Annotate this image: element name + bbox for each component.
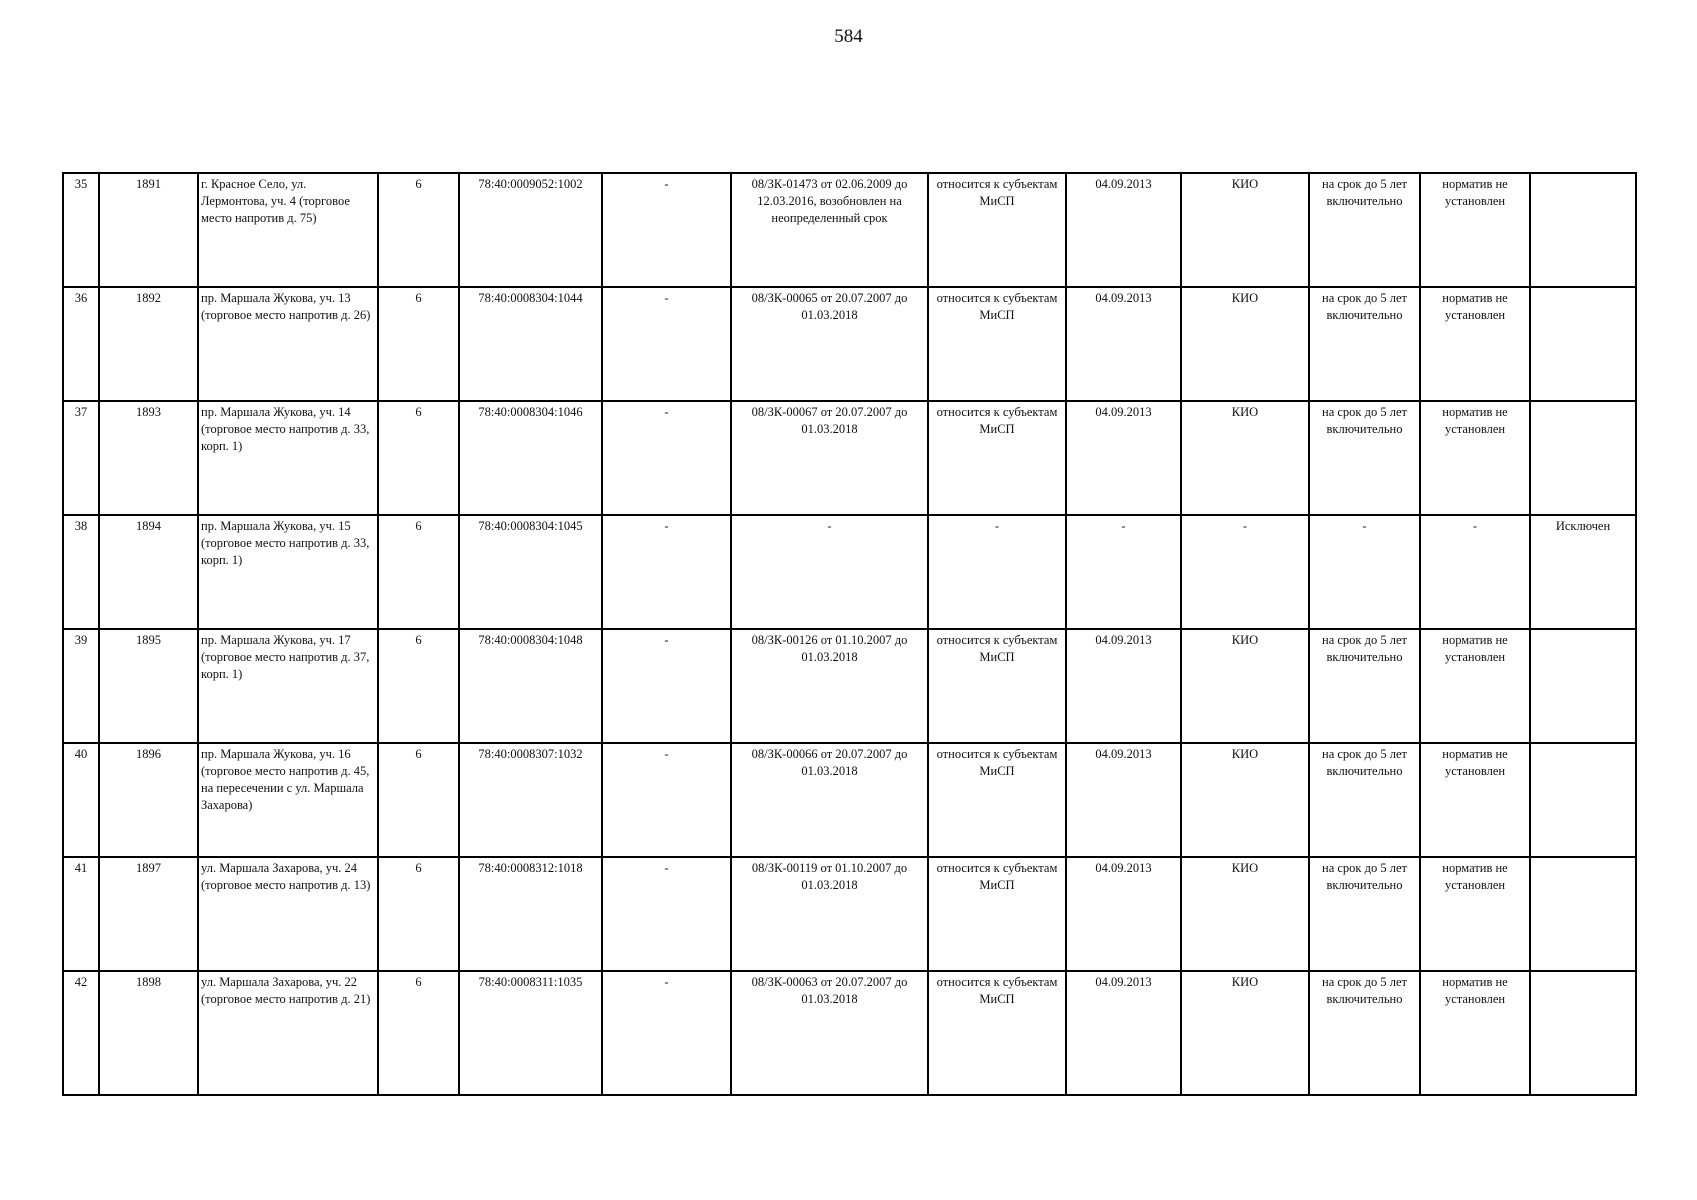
date-cell: 04.09.2013: [1066, 857, 1181, 971]
contract-cell: -: [731, 515, 928, 629]
msp-cell: относится к субъектам МиСП: [928, 971, 1066, 1095]
row-number: 42: [63, 971, 99, 1095]
row-number: 39: [63, 629, 99, 743]
address-cell: пр. Маршала Жукова, уч. 17 (торговое место напротив д. 37, корп. 1): [198, 629, 378, 743]
table-row: [63, 629, 1636, 743]
row-number: 36: [63, 287, 99, 401]
object-id: 1895: [99, 629, 198, 743]
term-cell: на срок до 5 лет включительно: [1309, 857, 1420, 971]
note-cell: [1530, 743, 1636, 857]
organization-cell: -: [1181, 515, 1309, 629]
address-cell: г. Красное Село, ул. Лермонтова, уч. 4 (торговое место напротив д. 75): [198, 173, 378, 287]
date-cell: 04.09.2013: [1066, 287, 1181, 401]
table-row: [63, 743, 1636, 857]
date-cell: 04.09.2013: [1066, 629, 1181, 743]
dash-cell: -: [602, 401, 731, 515]
norm-cell: норматив не установлен: [1420, 173, 1530, 287]
norm-cell: норматив не установлен: [1420, 401, 1530, 515]
table-row: [63, 857, 1636, 971]
cadastral-number: 78:40:0009052:1002: [459, 173, 602, 287]
area-cell: 6: [378, 743, 459, 857]
dash-cell: -: [602, 287, 731, 401]
norm-cell: норматив не установлен: [1420, 287, 1530, 401]
norm-cell: норматив не установлен: [1420, 629, 1530, 743]
cadastral-number: 78:40:0008304:1048: [459, 629, 602, 743]
date-cell: 04.09.2013: [1066, 971, 1181, 1095]
cadastral-number: 78:40:0008307:1032: [459, 743, 602, 857]
term-cell: на срок до 5 лет включительно: [1309, 287, 1420, 401]
note-cell: [1530, 401, 1636, 515]
row-number: 40: [63, 743, 99, 857]
table-row: [63, 971, 1636, 1095]
cadastral-number: 78:40:0008312:1018: [459, 857, 602, 971]
contract-cell: 08/ЗК-00066 от 20.07.2007 до 01.03.2018: [731, 743, 928, 857]
msp-cell: относится к субъектам МиСП: [928, 287, 1066, 401]
term-cell: на срок до 5 лет включительно: [1309, 401, 1420, 515]
msp-cell: относится к субъектам МиСП: [928, 857, 1066, 971]
dash-cell: -: [602, 173, 731, 287]
note-cell: [1530, 971, 1636, 1095]
contract-cell: 08/ЗК-00063 от 20.07.2007 до 01.03.2018: [731, 971, 928, 1095]
object-id: 1898: [99, 971, 198, 1095]
area-cell: 6: [378, 629, 459, 743]
object-id: 1896: [99, 743, 198, 857]
note-cell: [1530, 857, 1636, 971]
contract-cell: 08/ЗК-00067 от 20.07.2007 до 01.03.2018: [731, 401, 928, 515]
msp-cell: относится к субъектам МиСП: [928, 173, 1066, 287]
date-cell: 04.09.2013: [1066, 173, 1181, 287]
term-cell: на срок до 5 лет включительно: [1309, 743, 1420, 857]
area-cell: 6: [378, 857, 459, 971]
note-cell: [1530, 287, 1636, 401]
organization-cell: КИО: [1181, 401, 1309, 515]
msp-cell: -: [928, 515, 1066, 629]
address-cell: пр. Маршала Жукова, уч. 15 (торговое место напротив д. 33, корп. 1): [198, 515, 378, 629]
object-id: 1897: [99, 857, 198, 971]
address-cell: пр. Маршала Жукова, уч. 16 (торговое место напротив д. 45, на пересечении с ул. Маршала Захарова): [198, 743, 378, 857]
address-cell: ул. Маршала Захарова, уч. 24 (торговое место напротив д. 13): [198, 857, 378, 971]
table-row: [63, 173, 1636, 287]
dash-cell: -: [602, 629, 731, 743]
registry-table: [62, 172, 1637, 1096]
dash-cell: -: [602, 857, 731, 971]
note-cell: [1530, 173, 1636, 287]
cadastral-number: 78:40:0008311:1035: [459, 971, 602, 1095]
note-cell: Исключен: [1530, 515, 1636, 629]
area-cell: 6: [378, 515, 459, 629]
norm-cell: норматив не установлен: [1420, 971, 1530, 1095]
msp-cell: относится к субъектам МиСП: [928, 743, 1066, 857]
contract-cell: 08/ЗК-00065 от 20.07.2007 до 01.03.2018: [731, 287, 928, 401]
term-cell: на срок до 5 лет включительно: [1309, 971, 1420, 1095]
organization-cell: КИО: [1181, 287, 1309, 401]
contract-cell: 08/ЗК-01473 от 02.06.2009 до 12.03.2016, возобновлен на неопределенный срок: [731, 173, 928, 287]
norm-cell: норматив не установлен: [1420, 857, 1530, 971]
organization-cell: КИО: [1181, 629, 1309, 743]
table-row: [63, 515, 1636, 629]
note-cell: [1530, 629, 1636, 743]
term-cell: -: [1309, 515, 1420, 629]
table-row: [63, 401, 1636, 515]
contract-cell: 08/ЗК-00119 от 01.10.2007 до 01.03.2018: [731, 857, 928, 971]
row-number: 41: [63, 857, 99, 971]
area-cell: 6: [378, 401, 459, 515]
row-number: 35: [63, 173, 99, 287]
date-cell: 04.09.2013: [1066, 743, 1181, 857]
address-cell: ул. Маршала Захарова, уч. 22 (торговое место напротив д. 21): [198, 971, 378, 1095]
cadastral-number: 78:40:0008304:1044: [459, 287, 602, 401]
norm-cell: -: [1420, 515, 1530, 629]
address-cell: пр. Маршала Жукова, уч. 14 (торговое место напротив д. 33, корп. 1): [198, 401, 378, 515]
row-number: 37: [63, 401, 99, 515]
date-cell: -: [1066, 515, 1181, 629]
object-id: 1891: [99, 173, 198, 287]
row-number: 38: [63, 515, 99, 629]
msp-cell: относится к субъектам МиСП: [928, 401, 1066, 515]
object-id: 1892: [99, 287, 198, 401]
cadastral-number: 78:40:0008304:1046: [459, 401, 602, 515]
page-number: 584: [834, 26, 863, 47]
table-row: [63, 287, 1636, 401]
term-cell: на срок до 5 лет включительно: [1309, 173, 1420, 287]
area-cell: 6: [378, 971, 459, 1095]
dash-cell: -: [602, 743, 731, 857]
organization-cell: КИО: [1181, 857, 1309, 971]
dash-cell: -: [602, 971, 731, 1095]
norm-cell: норматив не установлен: [1420, 743, 1530, 857]
dash-cell: -: [602, 515, 731, 629]
organization-cell: КИО: [1181, 743, 1309, 857]
organization-cell: КИО: [1181, 971, 1309, 1095]
object-id: 1893: [99, 401, 198, 515]
msp-cell: относится к субъектам МиСП: [928, 629, 1066, 743]
cadastral-number: 78:40:0008304:1045: [459, 515, 602, 629]
area-cell: 6: [378, 173, 459, 287]
address-cell: пр. Маршала Жукова, уч. 13 (торговое место напротив д. 26): [198, 287, 378, 401]
date-cell: 04.09.2013: [1066, 401, 1181, 515]
term-cell: на срок до 5 лет включительно: [1309, 629, 1420, 743]
contract-cell: 08/ЗК-00126 от 01.10.2007 до 01.03.2018: [731, 629, 928, 743]
object-id: 1894: [99, 515, 198, 629]
area-cell: 6: [378, 287, 459, 401]
organization-cell: КИО: [1181, 173, 1309, 287]
